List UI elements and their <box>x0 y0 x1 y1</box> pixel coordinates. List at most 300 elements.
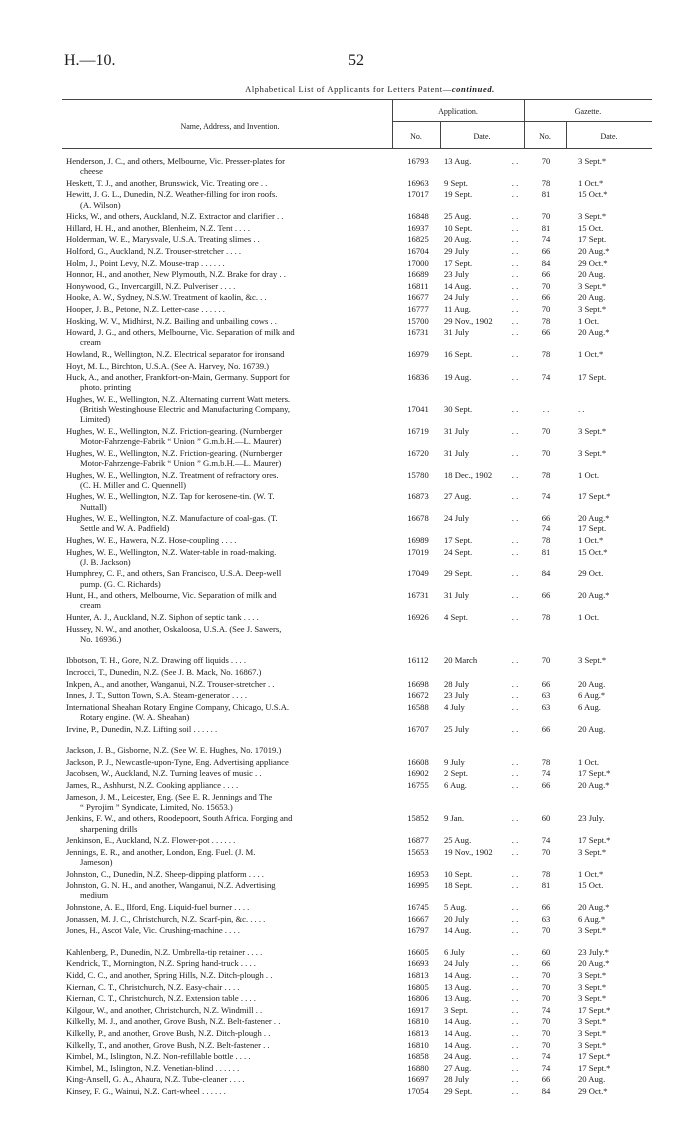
entry-line: International Sheahan Rotary Engine Company, Chicago, U.S.A. <box>66 701 290 712</box>
application-number: 16937 <box>407 222 429 233</box>
leader-dots: . . <box>511 880 519 891</box>
leader-dots: . . <box>511 246 519 256</box>
applicant-entry <box>66 178 392 188</box>
leader-dots: . . <box>511 222 519 233</box>
gazette-number-value: 74 <box>541 1062 551 1073</box>
entry-line: No. 16936.) <box>80 633 122 644</box>
leader-dots: . . <box>511 946 519 957</box>
application-number: 16880 <box>407 1062 429 1073</box>
application-number: 16995 <box>407 880 429 891</box>
application-date: 20 July <box>444 913 470 924</box>
gazette-number-value: 70 <box>541 211 551 222</box>
leader-dots: . . <box>511 280 519 291</box>
entry-line: Hughes, W. E., Wellington, N.Z. Water-table in road-making. <box>66 546 277 557</box>
application-date: 20 Aug. <box>444 234 472 245</box>
entry-line: Motor-Fahrzenge-Fabrik “ Union ” G.m.b.H.—L. Maurer) <box>80 458 282 468</box>
gazette-date-value: 3 Sept.* <box>578 981 607 992</box>
gazette-date-value: 20 Aug.* <box>578 590 610 601</box>
gazette-number-value: 70 <box>541 426 551 436</box>
gazette-number <box>532 813 560 823</box>
application-number: 16588 <box>407 701 429 712</box>
entry-line: Holford, G., Auckland, N.Z. Trouser-stretcher . . . . <box>66 246 242 256</box>
application-number: 16858 <box>407 1051 429 1062</box>
application-date: 4 Sept. <box>444 612 468 622</box>
entry-line: (A. Wilson) <box>80 199 121 210</box>
application-number: 16797 <box>407 925 429 936</box>
entry-line: Kendrick, T., Mornington, N.Z. Spring hand-truck . . . . <box>66 958 256 969</box>
application-number: 16979 <box>407 349 429 359</box>
leader-dots: . . <box>511 835 519 846</box>
application-date: 29 Sept. <box>444 1086 473 1096</box>
entry-line: Kidd, C. C., and another, Spring Hills, N.Z. Ditch-plough . . <box>66 970 273 980</box>
gazette-date-value: 20 Aug. <box>578 678 606 689</box>
title-continued: continued. <box>451 84 495 94</box>
application-number: 16813 <box>407 1028 429 1038</box>
gazette-date-value: 1 Oct. <box>578 756 600 767</box>
application-number: 16693 <box>407 958 429 969</box>
gazette-date <box>578 847 638 857</box>
leader-dots: . . <box>511 304 519 314</box>
gazette-number-value: 66 <box>541 269 551 280</box>
gazette-number <box>532 491 560 501</box>
gazette-number <box>532 404 560 414</box>
leader-dots: . . <box>511 234 519 245</box>
application-number: 16689 <box>407 269 429 280</box>
applicant-entry <box>66 535 392 545</box>
gazette-number-value: 63 <box>541 690 551 701</box>
gazette-date <box>578 258 638 268</box>
applicant-entry <box>66 958 392 968</box>
leader-dots: . . <box>511 491 519 502</box>
gazette-number <box>532 1016 560 1026</box>
applicant-entry <box>66 1074 392 1084</box>
leader-dots: . . <box>511 546 519 557</box>
header-gaz-date: Date. <box>600 132 618 141</box>
leader-dots: . . <box>511 1051 519 1062</box>
application-number: 16926 <box>407 612 429 622</box>
entry-line: Jacobsen, W., Auckland, N.Z. Turning leaves of music . . <box>66 768 262 779</box>
gazette-date <box>578 757 638 767</box>
gazette-number-value: 66 <box>541 958 551 969</box>
applicant-entry <box>66 349 392 359</box>
application-date: 14 Aug. <box>444 925 472 936</box>
applicant-entry <box>66 655 392 665</box>
gazette-number <box>532 1028 560 1038</box>
gazette-number <box>532 1086 560 1096</box>
leader-dots: . . <box>511 590 519 601</box>
application-number: 15780 <box>407 469 429 480</box>
entry-line: Rotary engine. (W. A. Sheahan) <box>80 712 190 722</box>
gazette-number <box>532 292 560 302</box>
leader-dots: . . <box>511 1086 519 1096</box>
entry-line: Johnstone, A. E., Ilford, Eng. Liquid-fuel burner . . . . <box>66 902 250 912</box>
gazette-number-value: 74 <box>541 1051 551 1062</box>
application-date: 25 Aug. <box>444 835 472 846</box>
gazette-number-value: 63 <box>541 913 551 924</box>
leader-dots: . . <box>511 1004 519 1015</box>
leader-dots: . . <box>511 189 519 200</box>
gazette-date <box>578 1028 638 1038</box>
gazette-number <box>532 426 560 436</box>
leader-dots: . . <box>511 612 519 622</box>
header-gaz-no: No. <box>539 132 551 141</box>
gazette-number <box>532 349 560 359</box>
application-date: 24 July <box>444 292 470 303</box>
application-date: 10 Sept. <box>444 222 473 233</box>
leader-dots: . . <box>511 701 519 712</box>
gazette-date <box>578 655 638 665</box>
leader-dots: . . <box>511 868 519 879</box>
application-number: 17054 <box>407 1086 429 1096</box>
gazette-number-value: 84 <box>541 257 551 268</box>
gazette-number <box>532 702 560 712</box>
entry-line: Jameson, J. M., Leicester, Eng. (See E. R. Jennings and The <box>66 791 273 802</box>
subheader-rule <box>392 121 652 122</box>
gazette-date <box>578 448 638 458</box>
gazette-date-value: 6 Aug.* <box>578 690 606 701</box>
gazette-number-value: 78 <box>541 469 551 480</box>
gazette-date-value: 6 Aug. <box>578 701 601 712</box>
entry-line: Johnston, C., Dunedin, N.Z. Sheep-dipping platform . . . . <box>66 868 264 879</box>
gazette-date <box>578 1005 638 1015</box>
application-number: 17017 <box>407 189 429 200</box>
application-date: 2 Sept. <box>444 768 468 779</box>
entry-line: Jonassen, M. J. C., Christchurch, N.Z. Scarf-pin, &c. . . . . <box>66 913 266 924</box>
leader-dots: . . <box>511 513 519 524</box>
applicant-entry <box>66 470 392 490</box>
entry-line: Kimbel, M., Islington, N.Z. Venetian-blind . . . . . . <box>66 1062 240 1073</box>
leader-dots: . . <box>511 768 519 779</box>
application-date: 14 Aug. <box>444 280 472 291</box>
entry-line: cheese <box>80 166 103 177</box>
gazette-date <box>578 281 638 291</box>
application-number: 16989 <box>407 535 429 545</box>
gazette-date <box>578 1074 638 1084</box>
gazette-number <box>532 655 560 665</box>
gazette-date <box>578 426 638 436</box>
entry-line: Holderman, W. E., Marysvale, U.S.A. Treating slimes . . <box>66 234 260 245</box>
gazette-date-value: . . <box>578 404 585 415</box>
leader-dots: . . <box>511 156 519 166</box>
gazette-number <box>532 269 560 279</box>
gazette-number <box>532 178 560 188</box>
leader-dots: . . <box>511 372 519 383</box>
gazette-number <box>532 234 560 244</box>
application-number: 16873 <box>407 491 429 502</box>
gazette-number-value: 78 <box>541 756 551 767</box>
gazette-number-value: 60 <box>541 946 551 957</box>
application-date: 6 Aug. <box>444 780 467 790</box>
gazette-date-value: 17 Sept.* <box>578 491 611 502</box>
header-gazette: Gazette. <box>574 107 602 116</box>
leader-dots: . . <box>511 723 519 734</box>
applicant-entry <box>66 223 392 233</box>
application-number: 17041 <box>407 404 429 415</box>
gazette-date <box>578 702 638 712</box>
leader-dots: . . <box>511 469 519 480</box>
application-date: 24 July <box>444 958 470 969</box>
gazette-date <box>578 269 638 279</box>
gazette-number <box>532 156 560 166</box>
gazette-date-value: 15 Oct. <box>578 880 604 891</box>
application-date: 31 July <box>444 447 470 458</box>
applicant-entry <box>66 1063 392 1073</box>
gazette-date <box>578 880 638 890</box>
gazette-number <box>532 590 560 600</box>
entry-line: Johnston, G. N. H., and another, Wanganui, N.Z. Advertising <box>66 880 276 891</box>
applicant-entry <box>66 1005 392 1015</box>
gazette-number <box>532 880 560 890</box>
application-number: 17019 <box>407 546 429 557</box>
gazette-date <box>578 970 638 980</box>
leader-dots: . . <box>511 535 519 545</box>
application-date: 14 Aug. <box>444 970 472 980</box>
application-number: 16677 <box>407 292 429 303</box>
gazette-number-value: 78 <box>541 177 551 188</box>
header-app-date: Date. <box>473 132 491 141</box>
gazette-date <box>578 372 638 382</box>
gazette-number <box>532 835 560 845</box>
gazette-date-value: 3 Sept.* <box>578 846 607 857</box>
gazette-number <box>532 304 560 314</box>
application-date: 29 Sept. <box>444 568 473 579</box>
gazette-number <box>532 1040 560 1050</box>
application-number: 16836 <box>407 372 429 383</box>
gazette-number-value: 60 <box>541 813 551 824</box>
entry-line: Kilgour, W., and another, Christchurch, N.Z. Windmill . . <box>66 1004 263 1015</box>
leader-dots: . . <box>511 678 519 689</box>
gazette-date-value: 17 Sept. <box>578 372 607 383</box>
gazette-number <box>532 1063 560 1073</box>
applicant-entry <box>66 258 392 268</box>
entry-line: Nuttall) <box>80 501 107 512</box>
application-date: 19 Aug. <box>444 372 472 383</box>
gazette-date <box>578 914 638 924</box>
entry-line: Incrocci, T., Dunedin, N.Z. (See J. B. Mack, No. 16867.) <box>66 667 262 677</box>
entry-line: Jackson, J. B., Gisborne, N.Z. (See W. E. Hughes, No. 17019.) <box>66 745 282 756</box>
gazette-date-value: 1 Oct.* <box>578 177 604 188</box>
applicant-entry <box>66 568 392 588</box>
gazette-date-value: 1 Oct.* <box>578 535 604 545</box>
gazette-date <box>578 246 638 256</box>
gazette-date-value: 3 Sept.* <box>578 1016 607 1027</box>
entry-line: Humphrey, C. F., and others, San Francisco, U.S.A. Deep-well <box>66 568 282 579</box>
gazette-date <box>578 178 638 188</box>
gazette-number-value: 78 <box>541 868 551 879</box>
gazette-number <box>532 327 560 337</box>
applicant-entry <box>66 304 392 314</box>
gazette-number-value: 74 <box>541 234 551 245</box>
leader-dots: . . <box>511 913 519 924</box>
applicant-entry <box>66 327 392 347</box>
gazette-date-value: 3 Sept.* <box>578 655 607 666</box>
applicant-entry <box>66 246 392 256</box>
gazette-number <box>532 223 560 233</box>
gazette-date-value: 3 Sept.* <box>578 1028 607 1038</box>
gazette-number-value: 70 <box>541 304 551 314</box>
application-date: 4 July <box>444 701 465 712</box>
gazette-date-value: 3 Sept.* <box>578 447 607 458</box>
leader-dots: . . <box>511 257 519 268</box>
leader-dots: . . <box>511 1039 519 1050</box>
application-date: 31 July <box>444 426 470 436</box>
gazette-number <box>532 513 560 533</box>
applicant-entry <box>66 690 392 700</box>
application-number: 16720 <box>407 447 429 458</box>
application-date: 27 Aug. <box>444 1062 472 1073</box>
gazette-date-value: 29 Oct. <box>578 568 604 579</box>
gazette-date <box>578 156 638 166</box>
entry-line: (C. H. Miller and C. Quennell) <box>80 479 186 490</box>
header-app-no: No. <box>410 132 422 141</box>
applicant-entry <box>66 993 392 1003</box>
gazette-number-value: 74 <box>541 768 551 779</box>
application-number: 15852 <box>407 813 429 824</box>
application-number: 16810 <box>407 1039 429 1050</box>
applicant-entry <box>66 189 392 209</box>
entry-line: medium <box>80 890 109 901</box>
application-number: 16719 <box>407 426 429 436</box>
gazette-date-value: 17 Sept.* <box>578 1051 611 1062</box>
entry-line: pump. (G. C. Richards) <box>80 578 161 589</box>
application-date: 14 Aug. <box>444 1039 472 1050</box>
application-date: 25 July <box>444 723 470 734</box>
gazette-number-value: 84 <box>541 568 551 579</box>
gazette-number-value: 70 <box>541 925 551 936</box>
entry-line: Hughes, W. E., Hawera, N.Z. Hose-coupling . . . . <box>66 535 237 545</box>
entry-line: Howland, R., Wellington, N.Z. Electrical separator for ironsand <box>66 349 285 359</box>
application-number: 16793 <box>407 156 429 166</box>
gazette-date <box>578 316 638 326</box>
application-number: 16707 <box>407 723 429 734</box>
entry-line: Jackson, P. J., Newcastle-upon-Tyne, Eng. Advertising appliance <box>66 756 289 767</box>
leader-dots: . . <box>511 292 519 303</box>
application-number: 16877 <box>407 835 429 846</box>
applicant-entry <box>66 426 392 446</box>
gazette-number-value: 70 <box>541 1028 551 1038</box>
gazette-date-value: 20 Aug. <box>578 723 606 734</box>
leader-dots: . . <box>511 211 519 222</box>
leader-dots: . . <box>511 756 519 767</box>
entry-line: Kilkelly, M. J., and another, Grove Bush, N.Z. Belt-fastener . . <box>66 1016 281 1027</box>
applicant-entry <box>66 869 392 879</box>
gazette-date <box>578 568 638 578</box>
gazette-date-value: 17 Sept.* <box>578 768 611 779</box>
application-date: 20 March <box>444 655 478 666</box>
gazette-date <box>578 189 638 199</box>
applicant-entry <box>66 394 392 425</box>
entry-line: photo. printing <box>80 382 132 393</box>
gazette-number <box>532 947 560 957</box>
applicant-entry <box>66 724 392 734</box>
gazette-number <box>532 246 560 256</box>
application-date: 29 July <box>444 246 470 256</box>
gazette-number-value: 84 <box>541 1086 551 1096</box>
gazette-date <box>578 724 638 734</box>
application-date: 6 July <box>444 946 465 957</box>
applicant-entry <box>66 780 392 790</box>
gazette-number-value: 66 <box>541 327 551 338</box>
leader-dots: . . <box>511 327 519 338</box>
gazette-date-value: 6 Aug.* <box>578 913 606 924</box>
application-date: 14 Aug. <box>444 1016 472 1027</box>
application-date: 13 Aug. <box>444 981 472 992</box>
gazette-date-value: 20 Aug. <box>578 1074 606 1085</box>
gazette-number <box>532 970 560 980</box>
applicant-entry <box>66 448 392 468</box>
entry-line: Kilkelly, P., and another, Grove Bush, N.Z. Ditch-plough . . <box>66 1028 271 1038</box>
gazette-date <box>578 234 638 244</box>
entry-line: Jenkins, F. W., and others, Roodepoort, South Africa. Forging and <box>66 813 293 824</box>
applicant-entry <box>66 281 392 291</box>
entry-line: Heskett, T. J., and another, Brunswick, Vic. Treating ore . . <box>66 177 268 188</box>
entry-line: Motor-Fahrzenge-Fabrik “ Union ” G.m.b.H.—L. Maurer) <box>80 436 282 447</box>
gazette-date-value: 3 Sept.* <box>578 925 607 936</box>
gazette-number-value: 63 <box>541 701 551 712</box>
gazette-date-value: 3 Sept.* <box>578 304 607 314</box>
gazette-number <box>532 547 560 557</box>
applicant-entry <box>66 372 392 392</box>
applicant-entry <box>66 234 392 244</box>
gazette-date <box>578 349 638 359</box>
application-date: 30 Sept. <box>444 404 473 415</box>
entry-line: Holm, J., Point Levy, N.Z. Mouse-trap . . . . . . <box>66 257 225 268</box>
leader-dots: . . <box>511 981 519 992</box>
gazette-date <box>578 304 638 314</box>
gazette-date-value: 3 Sept.* <box>578 993 607 1004</box>
entry-line: Hughes, W. E., Wellington, N.Z. Treatment of refractory ores. <box>66 469 279 480</box>
gazette-number-value: 66 <box>541 780 551 790</box>
gazette-number-value: 74 <box>541 372 551 383</box>
gazette-number <box>532 847 560 857</box>
gazette-number-value: 70 <box>541 993 551 1004</box>
gazette-number-value: 66 <box>541 292 551 303</box>
gazette-number-value: 81 <box>541 546 551 557</box>
leader-dots: . . <box>511 993 519 1004</box>
leader-dots: . . <box>511 1016 519 1027</box>
page-reference: H.—10. <box>64 52 116 69</box>
leader-dots: . . <box>511 177 519 188</box>
application-number: 16667 <box>407 913 429 924</box>
gazette-number <box>532 372 560 382</box>
entry-line: Hooke, A. W., Sydney, N.S.W. Treatment of kaolin, &c. . . <box>66 292 267 303</box>
gazette-number-value: 66 <box>541 1074 551 1085</box>
leader-dots: . . <box>511 970 519 980</box>
gazette-date <box>578 1086 638 1096</box>
entry-line: Kinsey, F. G., Wainui, N.Z. Cart-wheel . . . . . . <box>66 1086 226 1096</box>
application-date: 23 July <box>444 690 470 701</box>
application-date: 19 Sept. <box>444 189 473 200</box>
applicant-entry <box>66 757 392 767</box>
entry-line: Hewitt, J. G. L., Dunedin, N.Z. Weather-filling for iron roofs. <box>66 189 278 200</box>
gazette-number <box>532 902 560 912</box>
gazette-date <box>578 925 638 935</box>
gazette-date <box>578 947 638 957</box>
entry-line: Hughes, W. E., Wellington, N.Z. Tap for kerosene-tin. (W. T. <box>66 491 275 502</box>
applicant-entry <box>66 982 392 992</box>
gazette-number <box>532 925 560 935</box>
gazette-number <box>532 1074 560 1084</box>
gazette-number-value: 70 <box>541 970 551 980</box>
applicant-entry <box>66 745 392 755</box>
application-date: 17 Sept. <box>444 535 473 545</box>
entry-line: Irvine, P., Dunedin, N.Z. Lifting soil . . . . . . <box>66 723 218 734</box>
entry-line: Hughes, W. E., Wellington, N.Z. Manufacture of coal-gas. (T. <box>66 513 278 524</box>
application-number: 16672 <box>407 690 429 701</box>
applicant-entry <box>66 813 392 833</box>
applicant-entry <box>66 547 392 567</box>
leader-dots: . . <box>511 568 519 579</box>
